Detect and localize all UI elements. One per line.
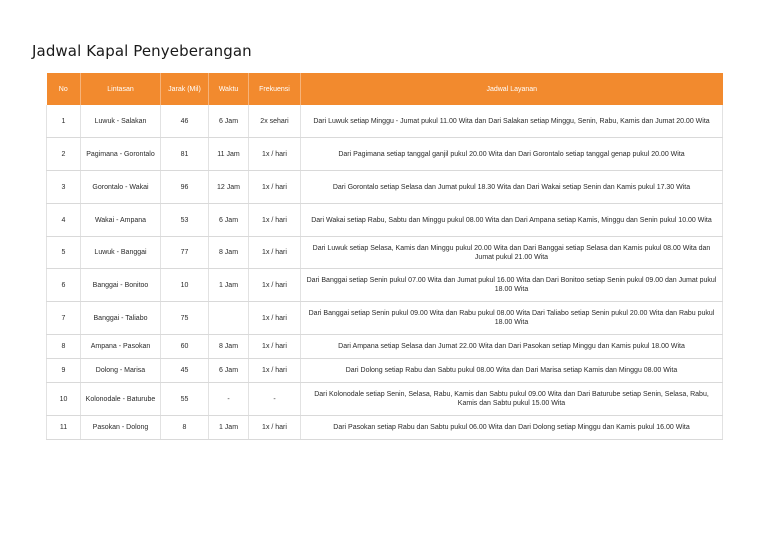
cell-no: 2: [47, 138, 81, 171]
cell-schedule: Dari Gorontalo setiap Selasa dan Jumat pukul 18.30 Wita dan Dari Wakai setiap Senin dan Kamis pukul 17.30 Wita: [301, 171, 723, 204]
cell-distance: 81: [161, 138, 209, 171]
header-no: No: [47, 73, 81, 105]
cell-route: Gorontalo - Wakai: [81, 171, 161, 204]
table-row: [47, 105, 723, 138]
cell-duration: 8 Jam: [209, 335, 249, 359]
cell-route: Luwuk - Salakan: [81, 105, 161, 138]
cell-no: 1: [47, 105, 81, 138]
cell-distance: 75: [161, 302, 209, 335]
cell-frequency: 2x sehari: [249, 105, 301, 138]
cell-route: Banggai - Bonitoo: [81, 269, 161, 302]
header-route: Lintasan: [81, 73, 161, 105]
header-duration: Waktu: [209, 73, 249, 105]
cell-route: Kolonodale - Baturube: [81, 383, 161, 416]
cell-duration: 12 Jam: [209, 171, 249, 204]
cell-distance: 53: [161, 204, 209, 237]
cell-frequency: 1x / hari: [249, 171, 301, 204]
table-row: [47, 359, 723, 383]
cell-route: Pagimana - Gorontalo: [81, 138, 161, 171]
cell-no: 4: [47, 204, 81, 237]
table-row: [47, 383, 723, 416]
cell-duration: 6 Jam: [209, 204, 249, 237]
cell-duration: 1 Jam: [209, 269, 249, 302]
cell-frequency: 1x / hari: [249, 237, 301, 269]
cell-no: 11: [47, 416, 81, 440]
cell-schedule: Dari Pagimana setiap tanggal ganjil pukul 20.00 Wita dan Dari Gorontalo setiap tanggal genap pukul 20.00 Wita: [301, 138, 723, 171]
cell-route: Wakai - Ampana: [81, 204, 161, 237]
cell-duration: 11 Jam: [209, 138, 249, 171]
ferry-schedule-table: [46, 73, 723, 440]
table-row: [47, 138, 723, 171]
cell-duration: [209, 302, 249, 335]
header-distance: Jarak (Mil): [161, 73, 209, 105]
cell-schedule: Dari Luwuk setiap Selasa, Kamis dan Minggu pukul 20.00 Wita dan Dari Banggai setiap Selasa dan Kamis pukul 08.00 Wita dan Jumat pukul 21.00 Wita: [301, 237, 723, 269]
cell-distance: 10: [161, 269, 209, 302]
cell-schedule: Dari Kolonodale setiap Senin, Selasa, Rabu, Kamis dan Sabtu pukul 09.00 Wita dan Dari Baturube setiap Senin, Selasa, Rabu, Kamis dan Sabtu pukul 15.00 Wita: [301, 383, 723, 416]
cell-duration: 6 Jam: [209, 105, 249, 138]
cell-distance: 45: [161, 359, 209, 383]
cell-frequency: 1x / hari: [249, 204, 301, 237]
cell-schedule: Dari Ampana setiap Selasa dan Jumat 22.00 Wita dan Dari Pasokan setiap Minggu dan Kamis pukul 18.00 Wita: [301, 335, 723, 359]
table-row: [47, 237, 723, 269]
table-row: [47, 171, 723, 204]
cell-frequency: 1x / hari: [249, 335, 301, 359]
cell-distance: 55: [161, 383, 209, 416]
cell-distance: 46: [161, 105, 209, 138]
cell-distance: 60: [161, 335, 209, 359]
table-row: [47, 302, 723, 335]
cell-frequency: 1x / hari: [249, 416, 301, 440]
cell-schedule: Dari Banggai setiap Senin pukul 09.00 Wita dan Rabu pukul 08.00 Wita Dari Taliabo setiap Senin pukul 20.00 Wita dan Rabu pukul 18.00 Wita: [301, 302, 723, 335]
cell-frequency: 1x / hari: [249, 138, 301, 171]
cell-duration: -: [209, 383, 249, 416]
cell-frequency: -: [249, 383, 301, 416]
cell-no: 10: [47, 383, 81, 416]
cell-no: 5: [47, 237, 81, 269]
cell-frequency: 1x / hari: [249, 359, 301, 383]
cell-no: 9: [47, 359, 81, 383]
cell-schedule: Dari Pasokan setiap Rabu dan Sabtu pukul 06.00 Wita dan Dari Dolong setiap Minggu dan Kamis pukul 16.00 Wita: [301, 416, 723, 440]
cell-route: Banggai - Taliabo: [81, 302, 161, 335]
cell-frequency: 1x / hari: [249, 269, 301, 302]
cell-duration: 6 Jam: [209, 359, 249, 383]
cell-route: Dolong - Marisa: [81, 359, 161, 383]
cell-schedule: Dari Banggai setiap Senin pukul 07.00 Wita dan Jumat pukul 16.00 Wita dan Dari Bonitoo setiap Senin pukul 09.00 dan Jumat pukul 18.00 Wita: [301, 269, 723, 302]
cell-distance: 77: [161, 237, 209, 269]
table-row: [47, 269, 723, 302]
cell-duration: 1 Jam: [209, 416, 249, 440]
cell-no: 6: [47, 269, 81, 302]
cell-no: 8: [47, 335, 81, 359]
cell-no: 3: [47, 171, 81, 204]
table-header-row: [47, 73, 723, 105]
cell-schedule: Dari Luwuk setiap Minggu - Jumat pukul 11.00 Wita dan Dari Salakan setiap Minggu, Senin, Rabu, Kamis dan Jumat 20.00 Wita: [301, 105, 723, 138]
table-row: [47, 416, 723, 440]
cell-route: Ampana - Pasokan: [81, 335, 161, 359]
cell-route: Pasokan - Dolong: [81, 416, 161, 440]
cell-schedule: Dari Wakai setiap Rabu, Sabtu dan Minggu pukul 08.00 Wita dan Dari Ampana setiap Kamis, Minggu dan Senin pukul 10.00 Wita: [301, 204, 723, 237]
cell-distance: 96: [161, 171, 209, 204]
cell-schedule: Dari Dolong setiap Rabu dan Sabtu pukul 08.00 Wita dan Dari Marisa setiap Kamis dan Minggu 08.00 Wita: [301, 359, 723, 383]
table-row: [47, 204, 723, 237]
header-schedule: Jadwal Layanan: [301, 73, 723, 105]
cell-frequency: 1x / hari: [249, 302, 301, 335]
cell-distance: 8: [161, 416, 209, 440]
page-title: Jadwal Kapal Penyeberangan: [32, 42, 252, 60]
table-row: [47, 335, 723, 359]
header-frequency: Frekuensi: [249, 73, 301, 105]
cell-route: Luwuk - Banggai: [81, 237, 161, 269]
cell-no: 7: [47, 302, 81, 335]
cell-duration: 8 Jam: [209, 237, 249, 269]
